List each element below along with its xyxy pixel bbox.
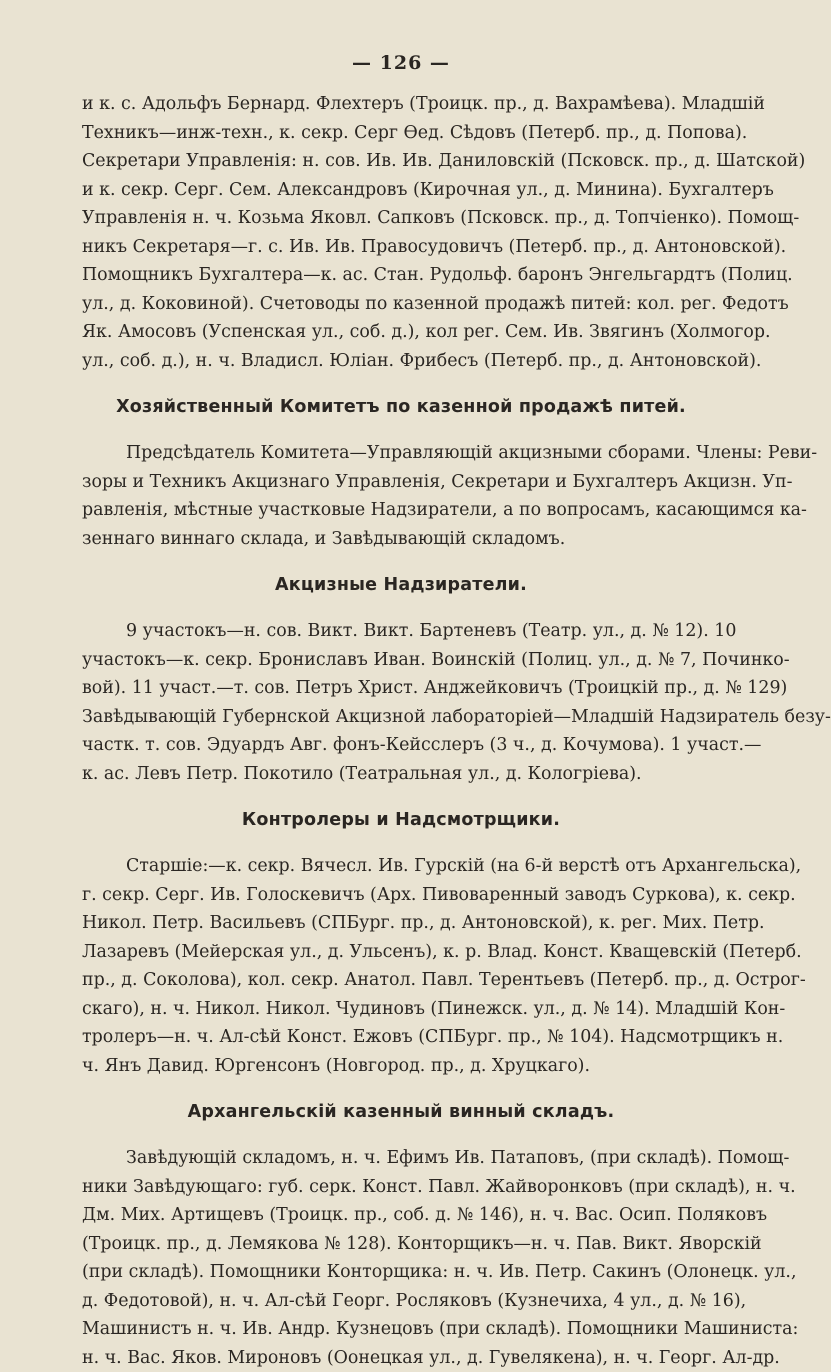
section-paragraph bbox=[82, 1144, 720, 1372]
text-line: Секретари Управленія: н. сов. Ив. Ив. Даниловскій (Псковск. пр., д. Шатской) bbox=[82, 147, 720, 176]
text-line: н. ч. Вас. Яков. Мироновъ (Оонецкая ул., д. Гувелякена), н. ч. Георг. Ал-др. bbox=[82, 1344, 720, 1372]
text-line: г. секр. Серг. Ив. Голоскевичъ (Арх. Пивоваренный заводъ Суркова), к. секр. bbox=[82, 881, 720, 910]
text-line: скаго), н. ч. Никол. Никол. Чудиновъ (Пинежск. ул., д. № 14). Младшій Кон- bbox=[82, 995, 720, 1024]
text-line: ул., д. Коковиной). Счетоводы по казенной продажѣ питей: кол. рег. Федотъ bbox=[82, 290, 720, 319]
text-line: д. Федотовой), н. ч. Ал-сѣй Георг. Росляковъ (Кузнечиха, 4 ул., д. № 16), bbox=[82, 1287, 720, 1316]
text-line: участокъ—к. секр. Брониславъ Иван. Воинскій (Полиц. ул., д. № 7, Починко- bbox=[82, 646, 720, 675]
text-line: тролеръ—н. ч. Ал-сѣй Конст. Ежовъ (СПБург. пр., № 104). Надсмотрщикъ н. bbox=[82, 1023, 720, 1052]
text-line: ники Завѣдующаго: губ. серк. Конст. Павл. Жайворонковъ (при складѣ), н. ч. bbox=[82, 1173, 720, 1202]
text-line: вой). 11 участ.—т. сов. Петръ Христ. Анджейковичъ (Троицкій пр., д. № 129) bbox=[82, 674, 720, 703]
section-paragraph bbox=[82, 90, 720, 375]
text-line: и к. секр. Серг. Сем. Александровъ (Кирочная ул., д. Минина). Бухгалтеръ bbox=[82, 176, 720, 205]
text-line: 9 участокъ—н. сов. Викт. Викт. Бартеневъ (Театр. ул., д. № 12). 10 bbox=[82, 617, 720, 646]
text-line: Машинистъ н. ч. Ив. Андр. Кузнецовъ (при складѣ). Помощники Машиниста: bbox=[82, 1315, 720, 1344]
text-line: Предсѣдатель Комитета—Управляющій акцизными сборами. Члены: Реви- bbox=[82, 439, 720, 468]
text-line: Як. Амосовъ (Успенская ул., соб. д.), кол рег. Сем. Ив. Звягинъ (Холмогор. bbox=[82, 318, 720, 347]
text-line: Никол. Петр. Васильевъ (СПБург. пр., д. Антоновской), к. рег. Мих. Петр. bbox=[82, 909, 720, 938]
text-line: частк. т. сов. Эдуардъ Авг. фонъ-Кейсслеръ (3 ч., д. Кочумова). 1 участ.— bbox=[82, 731, 720, 760]
text-line: к. ас. Левъ Петр. Покотило (Театральная ул., д. Кологріева). bbox=[82, 760, 720, 789]
text-line: никъ Секретаря—г. с. Ив. Ив. Правосудовичъ (Петерб. пр., д. Антоновской). bbox=[82, 233, 720, 262]
section-paragraph bbox=[82, 617, 720, 788]
text-line: Помощникъ Бухгалтера—к. ас. Стан. Рудольф. баронъ Энгельгардтъ (Полиц. bbox=[82, 261, 720, 290]
text-line: (при складѣ). Помощники Конторщика: н. ч. Ив. Петр. Сакинъ (Олонецк. ул., bbox=[82, 1258, 720, 1287]
text-line: и к. с. Адольфъ Бернард. Флехтеръ (Троицк. пр., д. Вахрамѣева). Младшій bbox=[82, 90, 720, 119]
text-line: равленія, мѣстные участковые Надзиратели, а по вопросамъ, касающимся ка- bbox=[82, 496, 720, 525]
text-line: Лазаревъ (Мейерская ул., д. Ульсенъ), к. р. Влад. Конст. Кващевскій (Петерб. bbox=[82, 938, 720, 967]
page-number: — 126 — bbox=[82, 52, 720, 74]
text-line: зоры и Техникъ Акцизнаго Управленія, Секретари и Бухгалтеръ Акцизн. Уп- bbox=[82, 468, 720, 497]
section-heading: Архангельскій казенный винный складъ. bbox=[82, 1102, 720, 1122]
text-line: пр., д. Соколова), кол. секр. Анатол. Павл. Терентьевъ (Петерб. пр., д. Острог- bbox=[82, 966, 720, 995]
text-line: (Троицк. пр., д. Лемякова № 128). Конторщикъ—н. ч. Пав. Викт. Яворскій bbox=[82, 1230, 720, 1259]
text-line: Завѣдующій складомъ, н. ч. Ефимъ Ив. Патаповъ, (при складѣ). Помощ- bbox=[82, 1144, 720, 1173]
text-line: Техникъ—инж-техн., к. секр. Серг Ѳед. Сѣдовъ (Петерб. пр., д. Попова). bbox=[82, 119, 720, 148]
section-paragraph bbox=[82, 439, 720, 553]
text-line: ул., соб. д.), н. ч. Владисл. Юліан. Фрибесъ (Петерб. пр., д. Антоновской). bbox=[82, 347, 720, 376]
section-paragraph bbox=[82, 852, 720, 1080]
text-line: Дм. Мих. Артищевъ (Троицк. пр., соб. д. № 146), н. ч. Вас. Осип. Поляковъ bbox=[82, 1201, 720, 1230]
text-line: Завѣдывающій Губернской Акцизной лабораторіей—Младшій Надзиратель безу- bbox=[82, 703, 720, 732]
text-line: зеннаго виннаго склада, и Завѣдывающій складомъ. bbox=[82, 525, 720, 554]
text-line: Старшіе:—к. секр. Вячесл. Ив. Гурскій (на 6-й верстѣ отъ Архангельска), bbox=[82, 852, 720, 881]
section-heading: Контролеры и Надсмотрщики. bbox=[82, 810, 720, 830]
document-body bbox=[82, 90, 720, 1372]
text-line: ч. Янъ Давид. Юргенсонъ (Новгород. пр., д. Хруцкаго). bbox=[82, 1052, 720, 1081]
text-line: Управленія н. ч. Козьма Яковл. Сапковъ (Псковск. пр., д. Топчіенко). Помощ- bbox=[82, 204, 720, 233]
section-heading: Акцизные Надзиратели. bbox=[82, 575, 720, 595]
section-heading: Хозяйственный Комитетъ по казенной продажѣ питей. bbox=[82, 397, 720, 417]
